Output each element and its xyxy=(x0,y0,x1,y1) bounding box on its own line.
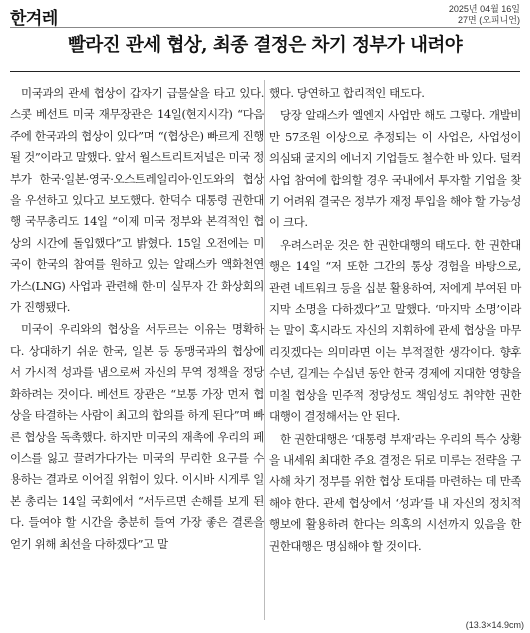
clipping-size-note: (13.3×14.9cm) xyxy=(465,620,524,630)
paragraph: 한 권한대행은 ‘대통령 부재’라는 우리의 특수 상황을 내세워 최대한 주요 결정은 뒤로 미루는 전략을 구사해 차기 정부를 위한 협상 토대를 마련하는 데 만족해야 한다. 관세 협상에서 ‘성과’를 내 자신의 정치적 행보에 활용하려 한다는 의혹의 시선까지 있음을 한 권한대행은 명심해야 할 것이다. xyxy=(269,431,521,553)
paragraph: 미국과의 관세 협상이 갑자기 급물살을 타고 있다. 스콧 베선트 미국 재무장관은 14일(현지시각) “다음주에 한국과의 협상이 있다”며 “(협상은) 빠르게 진행될 것”이라고 말했다. 앞서 월스트리트저널은 미국 정부가 한국·일본·영국·오스트레일리아·인도와의 협상을 우선하고 있다고 보도했다. 한덕수 대통령 권한대행 국무총리도 14일 “이제 미국 정부와 본격적인 협상의 시간에 돌입했다”고 밝혔다. 15일 오전에는 미국이 한국의 참여를 원하고 있는 알래스카 액화천연가스(LNG) 사업과 관련해 한·미 실무자 간 화상회의가 진행됐다. xyxy=(10,86,264,315)
paragraph-continued: 했다. 당연하고 합리적인 태도다. xyxy=(269,86,425,100)
article-column-left xyxy=(10,83,264,555)
issue-date: 2025년 04월 16일 xyxy=(448,4,520,14)
paragraph: 당장 알래스카 엘엔지 사업만 해도 그렇다. 개발비만 57조원 이상으로 추정되는 이 사업은, 사업성이 의심돼 굴지의 에너지 기업들도 철수한 바 있다. 덜컥 사업 참여에 합의할 경우 국내에서 투자할 기업을 찾기 어려워 결국은 정부가 재정 투입을 해야 할 가능성이 크다. xyxy=(269,108,521,230)
paragraph: 미국이 우리와의 협상을 서두르는 이유는 명확하다. 상대하기 쉬운 한국, 일본 등 동맹국과의 협상에서 가시적 성과를 냄으로써 자신의 무역 정책을 정당화하려는 것이다. 베선트 장관은 “보통 가장 먼저 협상을 타결하는 사람이 최고의 합의를 하게 된다”며 빠른 협상을 독촉했다. 하지만 미국의 재촉에 우리의 페이스를 잃고 끌려가다가는 미국의 무리한 요구를 수용하는 결과로 이어질 위험이 있다. 이시바 시게루 일본 총리는 14일 국회에서 “서두르면 손해를 보게 된다. 들여야 할 시간을 충분히 들여 가장 좋은 결론을 얻기 위해 최선을 다하겠다”고 말 xyxy=(10,322,264,551)
paragraph: 우려스러운 것은 한 권한대행의 태도다. 한 권한대행은 14일 “저 또한 그간의 통상 경험을 바탕으로, 관련 네트워크 등을 십분 활용하여, 저에게 부여된 마지막 소명을 다하겠다”고 말했다. ‘마지막 소명’이라는 말이 혹시라도 자신의 지휘하에 관세 협상을 마무리짓겠다는 의미라면 이는 부적절한 생각이다. 향후 수년, 길게는 수십년 동안 한국 경제에 지대한 영향을 미칠 협상을 민주적 정당성도 책임성도 취약한 권한대행이 결정해서는 안 된다. xyxy=(269,237,521,424)
headline-rule xyxy=(10,71,520,72)
column-divider xyxy=(264,80,265,620)
article-headline: 빨라진 관세 협상, 최종 결정은 차기 정부가 내려야 xyxy=(67,35,463,56)
masthead xyxy=(10,4,520,28)
article-column-right xyxy=(269,83,521,557)
page-section: 27면 (오피니언) xyxy=(458,15,520,25)
newspaper-logo: 한겨레 xyxy=(10,9,58,29)
issue-meta xyxy=(449,4,520,26)
top-rule xyxy=(10,27,520,28)
